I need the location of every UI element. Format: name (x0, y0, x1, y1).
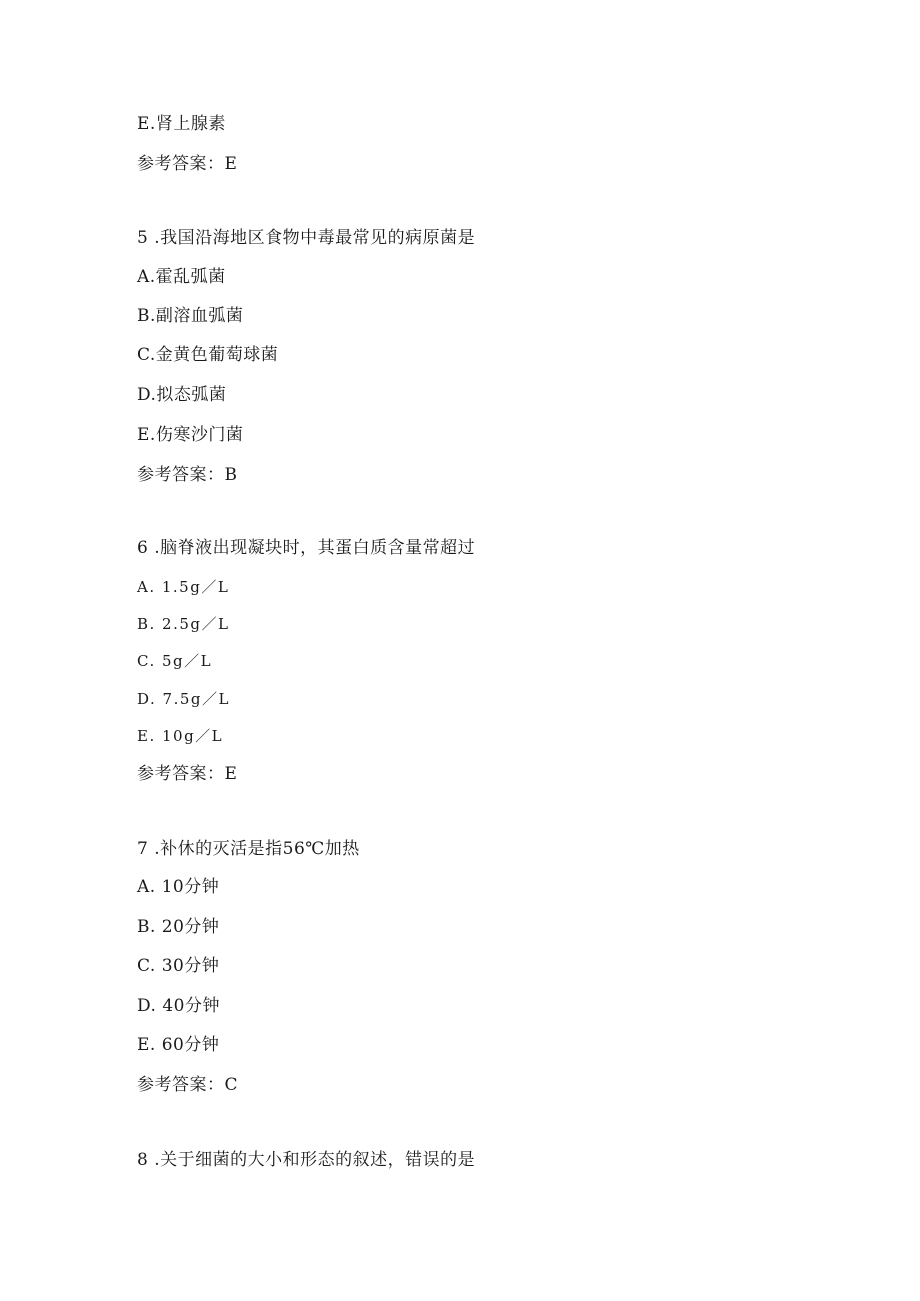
reference-answer: 参考答案：E (137, 764, 238, 784)
question-stem: 8 .关于细菌的大小和形态的叙述，错误的是 (137, 1150, 476, 1170)
option-a: A. 10分钟 (137, 877, 220, 897)
option-e: E. 10g／L (137, 727, 224, 745)
option-c: C. 30分钟 (137, 956, 220, 976)
option-e: E.肾上腺素 (137, 114, 226, 134)
option-c: C.金黄色葡萄球菌 (137, 345, 279, 365)
option-e: E. 60分钟 (137, 1035, 220, 1055)
option-d: D. 7.5g／L (137, 690, 230, 708)
option-e: E.伤寒沙门菌 (137, 425, 244, 445)
option-d: D.拟态弧菌 (137, 385, 227, 405)
reference-answer: 参考答案：E (137, 154, 238, 174)
option-b: B. 20分钟 (137, 917, 220, 937)
question-stem: 7 .补休的灭活是指56℃加热 (137, 839, 360, 859)
option-a: A. 1.5g／L (137, 578, 230, 596)
question-stem: 6 .脑脊液出现凝块时，其蛋白质含量常超过 (137, 538, 476, 558)
option-c: C. 5g／L (137, 652, 213, 670)
option-d: D. 40分钟 (137, 996, 220, 1016)
option-b: B.副溶血弧菌 (137, 306, 244, 326)
option-b: B. 2.5g／L (137, 615, 230, 633)
reference-answer: 参考答案：C (137, 1075, 239, 1095)
reference-answer: 参考答案：B (137, 465, 238, 485)
option-a: A.霍乱弧菌 (137, 267, 226, 287)
question-stem: 5 .我国沿海地区食物中毒最常见的病原菌是 (137, 228, 476, 248)
